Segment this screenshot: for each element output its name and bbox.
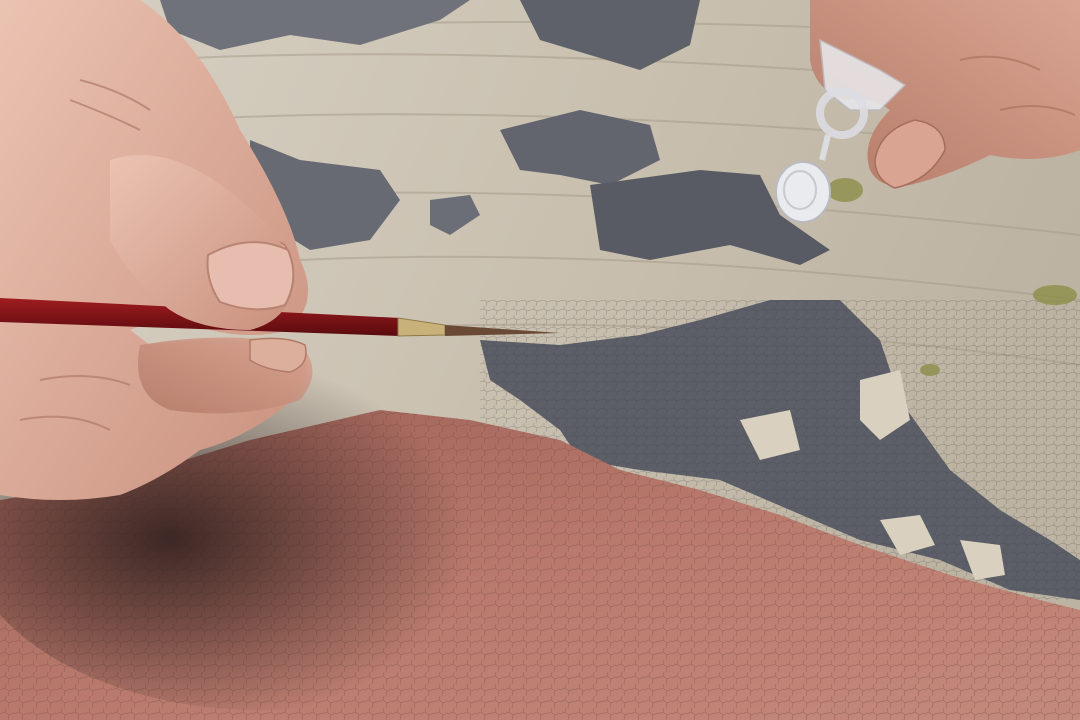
thumbnail-top bbox=[208, 242, 294, 309]
